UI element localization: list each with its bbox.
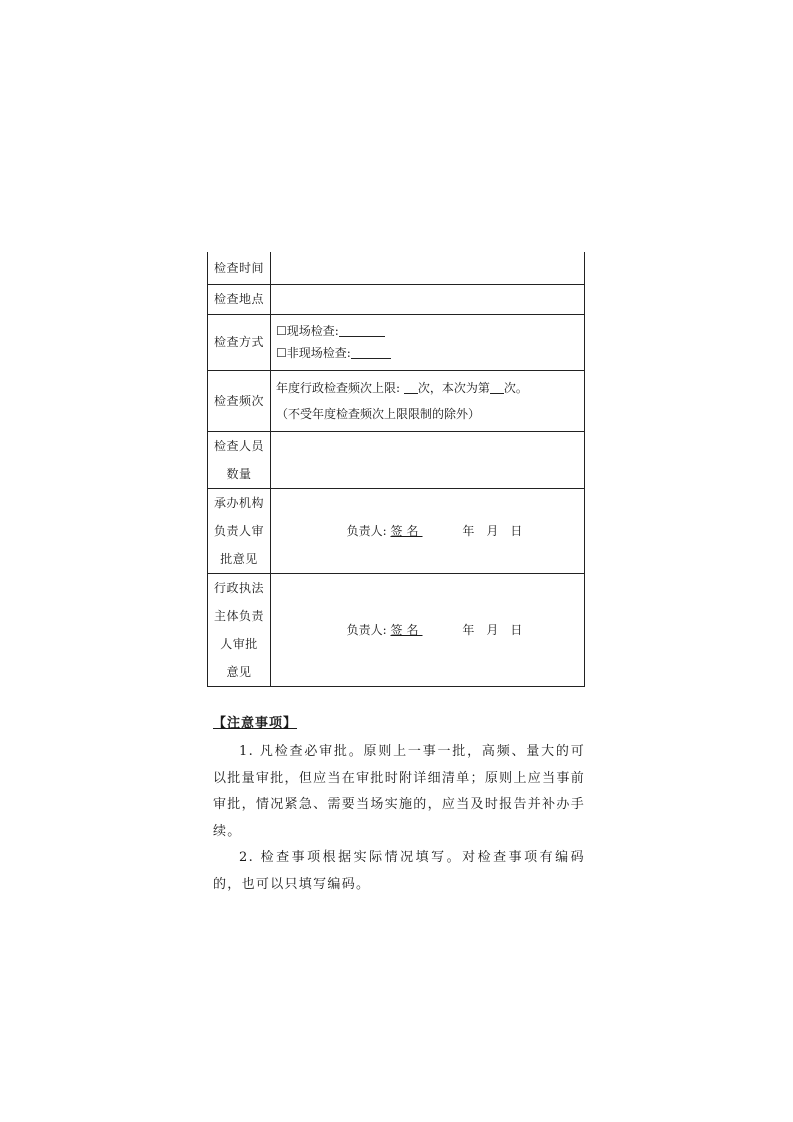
year-label: 年 [462, 623, 475, 637]
row-inspection-frequency [208, 370, 585, 431]
entity-signature[interactable]: 签名 [390, 623, 423, 637]
day-label: 日 [510, 623, 523, 637]
label-inspection-place: 检查地点 [208, 284, 271, 314]
day-label: 日 [510, 524, 523, 538]
agency-person-label: 负责人: [346, 524, 387, 538]
label-agency-line3: 批意见 [220, 551, 258, 566]
inspection-approval-form [207, 252, 585, 687]
label-entity-line4: 意见 [226, 664, 252, 679]
label-inspection-frequency: 检查频次 [208, 370, 271, 431]
field-inspection-time[interactable] [271, 252, 585, 284]
frequency-note: （不受年度检查频次上限限制的除外） [276, 406, 481, 421]
row-agency-approval [208, 488, 585, 573]
label-entity-line1: 行政执法 [213, 580, 264, 595]
label-inspector-count-line1: 检查人员 [213, 438, 264, 453]
agency-date [456, 524, 528, 538]
frequency-line [276, 375, 584, 401]
month-label: 月 [486, 524, 499, 538]
row-inspector-count [208, 431, 585, 488]
entity-signature-area[interactable] [271, 573, 585, 686]
row-inspection-time [208, 252, 585, 284]
label-inspector-count-line2: 数量 [226, 466, 252, 481]
label-inspector-count [208, 431, 271, 488]
option-onsite-label: ☐现场检查: [276, 324, 339, 338]
form-table [207, 252, 585, 687]
label-inspection-method: 检查方式 [208, 314, 271, 370]
offsite-blank-line[interactable] [351, 345, 391, 359]
notes-item-2: 2. 检查事项根据实际情况填写。对检查事项有编码的，也可以只填写编码。 [213, 850, 585, 892]
notes-section [213, 712, 585, 898]
field-inspection-frequency [271, 370, 585, 431]
field-inspection-place[interactable] [271, 284, 585, 314]
year-label: 年 [462, 524, 475, 538]
option-offsite-inspection[interactable] [271, 342, 584, 364]
row-entity-approval [208, 573, 585, 686]
label-inspection-time: 检查时间 [208, 252, 271, 284]
agency-signature[interactable]: 签名 [390, 524, 423, 538]
frequency-text-end: 次。 [503, 380, 528, 395]
entity-date [456, 623, 528, 637]
label-entity-approval [208, 573, 271, 686]
label-entity-line3: 人审批 [220, 636, 258, 651]
notes-item-1: 1. 凡检查必审批。原则上一事一批，高频、量大的可以批量审批，但应当在审批时附详细清单；原则上应当事前审批，情况紧急、需要当场实施的，应当及时报告并补办手续。 [213, 744, 585, 839]
label-entity-line2: 主体负责 [213, 608, 264, 623]
agency-signature-area[interactable] [271, 488, 585, 573]
frequency-current-blank[interactable] [490, 380, 504, 394]
field-inspector-count[interactable] [271, 431, 585, 488]
option-offsite-label: ☐非现场检查: [276, 346, 351, 360]
option-onsite-inspection[interactable] [271, 320, 584, 342]
label-agency-line1: 承办机构 [213, 495, 264, 510]
entity-person-label: 负责人: [346, 623, 387, 637]
onsite-blank-line[interactable] [339, 323, 385, 337]
field-inspection-method [271, 314, 585, 370]
frequency-text-current: 次，本次为第 [417, 380, 490, 395]
label-agency-line2: 负责人审 [213, 523, 264, 538]
month-label: 月 [486, 623, 499, 637]
row-inspection-method [208, 314, 585, 370]
frequency-text-limit: 年度行政检查频次上限: [276, 380, 401, 395]
notes-title: 【注意事项】 [213, 716, 298, 731]
frequency-limit-blank[interactable] [404, 380, 418, 394]
row-inspection-place [208, 284, 585, 314]
label-agency-approval [208, 488, 271, 573]
